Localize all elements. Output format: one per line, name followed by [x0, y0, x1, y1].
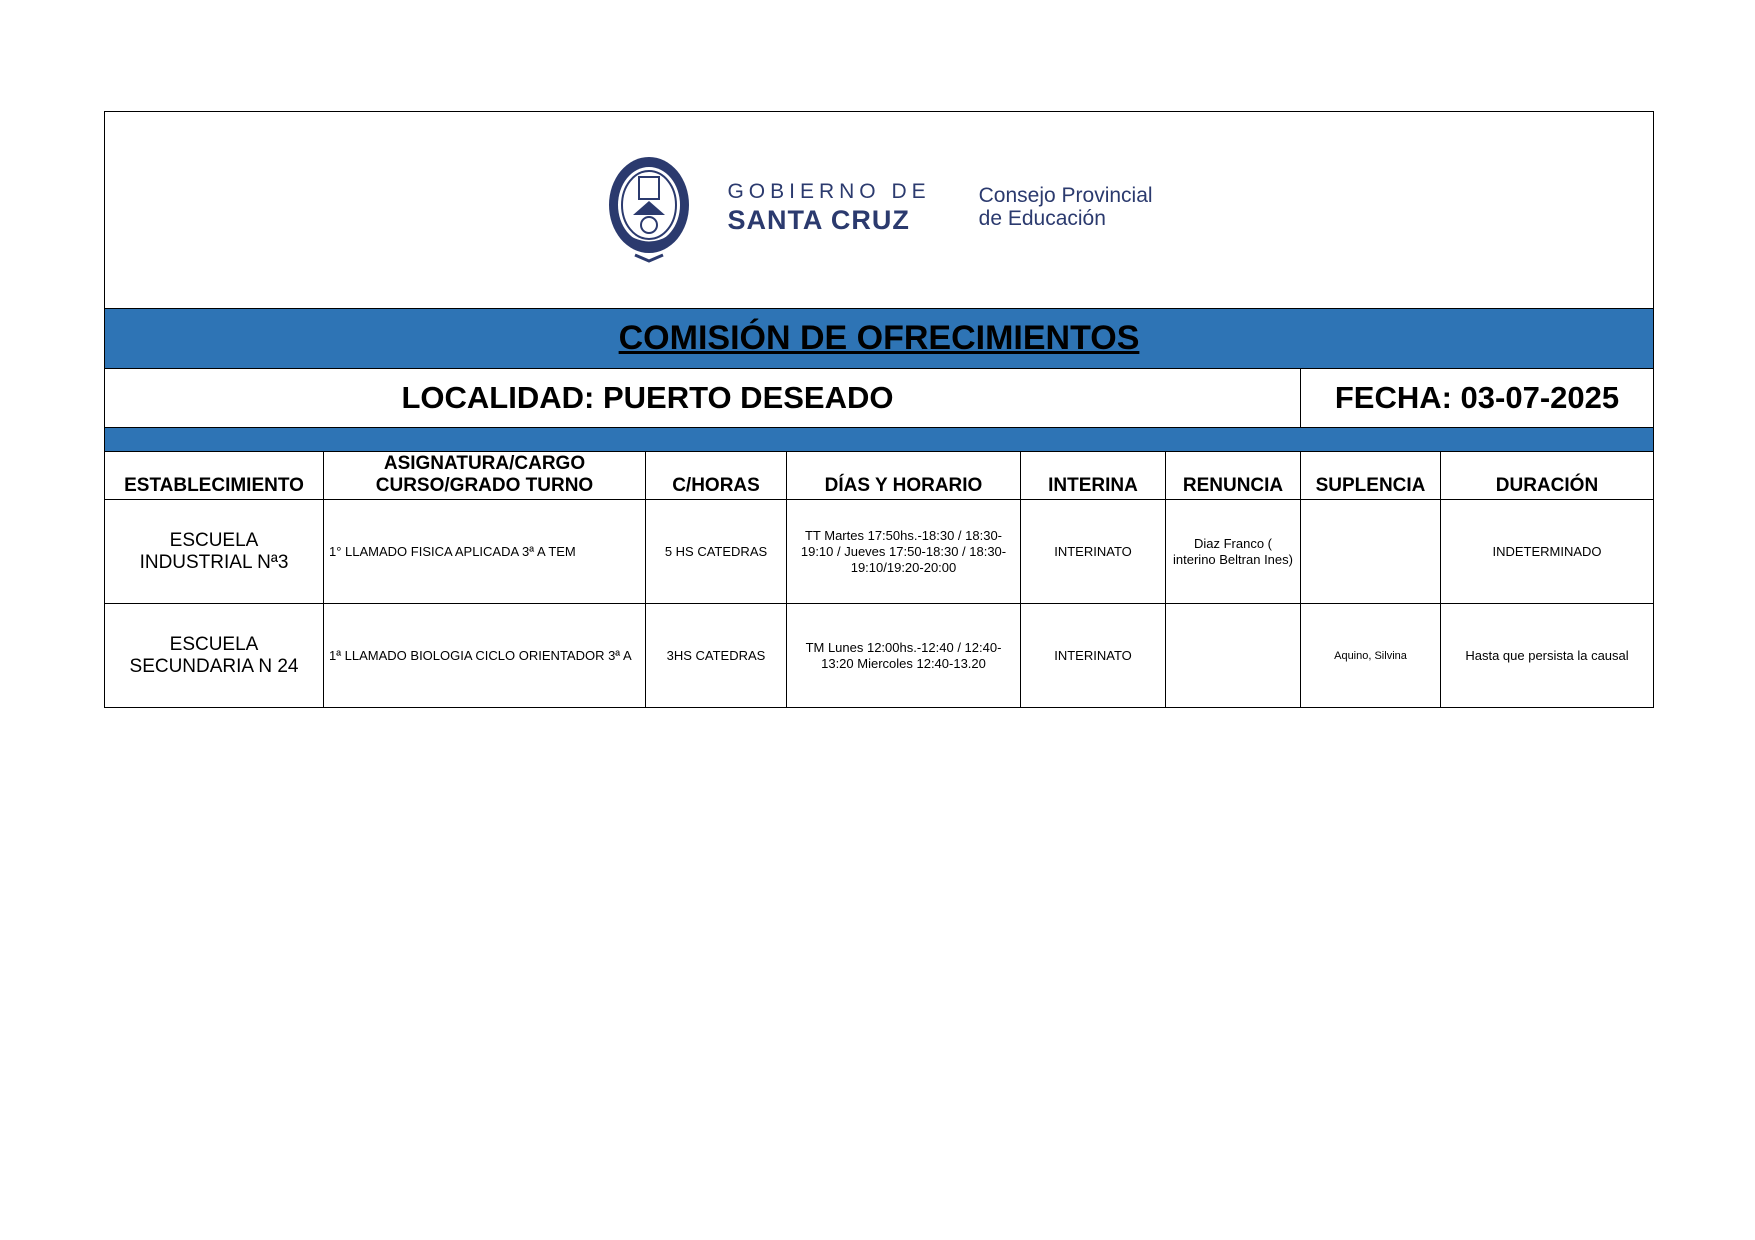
brand-line-2: SANTA CRUZ: [727, 205, 910, 235]
title-cell: [105, 309, 1654, 369]
cell-duracion: Hasta que persista la causal: [1441, 604, 1654, 708]
cell-establecimiento: [105, 500, 324, 604]
cell-renuncia: [1166, 500, 1301, 604]
title-row: [105, 309, 1654, 369]
dias-line-2: 19:10 / Jueves 17:50-18:30 / 18:30-: [800, 543, 1007, 559]
header-horas: C/HORAS: [646, 452, 787, 500]
cell-asignatura: 1° LLAMADO FISICA APLICADA 3ª A TEM: [324, 500, 646, 604]
government-logo: [605, 153, 1152, 263]
offers-table: [104, 111, 1654, 708]
council-line-2: de Educación: [978, 206, 1106, 230]
header-duracion: DURACIÓN: [1441, 452, 1654, 500]
header-suplencia: SUPLENCIA: [1301, 452, 1441, 500]
header-interina: INTERINA: [1021, 452, 1166, 500]
header-establecimiento: ESTABLECIMIENTO: [105, 452, 324, 500]
logo-cell: [105, 112, 1654, 309]
cell-establecimiento: [105, 604, 324, 708]
dias-line-1: TM Lunes 12:00hs.-12:40 / 12:40-: [805, 639, 1002, 655]
page-title: COMISIÓN DE OFRECIMIENTOS: [618, 319, 1140, 357]
cell-dias: [787, 500, 1021, 604]
localidad-label: LOCALIDAD: PUERTO DESEADO: [105, 369, 1301, 428]
cell-suplencia: [1301, 500, 1441, 604]
header-asignatura: [324, 452, 646, 500]
renuncia-line-1: Diaz Franco (: [1193, 535, 1273, 551]
cell-asignatura: 1ª LLAMADO BIOLOGIA CICLO ORIENTADOR 3ª A: [324, 604, 646, 708]
establecimiento-line-2: SECUNDARIA N 24: [129, 655, 299, 677]
cell-interina: INTERINATO: [1021, 500, 1166, 604]
table-row: [105, 500, 1654, 604]
cell-interina: INTERINATO: [1021, 604, 1166, 708]
cell-suplencia: Aquino, Silvina: [1301, 604, 1441, 708]
separator-strip: [105, 428, 1654, 452]
location-row: [105, 369, 1654, 428]
establecimiento-line-1: ESCUELA: [169, 633, 259, 655]
fecha-label: FECHA: 03-07-2025: [1301, 369, 1654, 428]
cell-renuncia: [1166, 604, 1301, 708]
brand-line-1: GOBIERNO DE: [727, 180, 931, 203]
dias-line-1: TT Martes 17:50hs.-18:30 / 18:30-: [804, 527, 1003, 543]
dias-line-2: 13:20 Miercoles 12:40-13.20: [821, 655, 986, 671]
header-dias: DÍAS Y HORARIO: [787, 452, 1021, 500]
cell-dias: [787, 604, 1021, 708]
council-line-1: Consejo Provincial: [978, 184, 1153, 208]
separator-cell: [105, 428, 1654, 452]
table-row: [105, 604, 1654, 708]
santa-cruz-crest-icon: [605, 153, 693, 263]
cell-horas: 5 HS CATEDRAS: [646, 500, 787, 604]
column-header-row: [105, 452, 1654, 500]
establecimiento-line-2: INDUSTRIAL Nª3: [139, 551, 289, 573]
government-name: [727, 181, 930, 234]
dias-line-3: 19:10/19:20-20:00: [850, 559, 957, 575]
council-name: [979, 185, 1153, 229]
establecimiento-line-1: ESCUELA: [169, 529, 259, 551]
header-asignatura-line-1: ASIGNATURA/CARGO: [383, 453, 586, 474]
logo-row: [105, 112, 1654, 309]
offer-sheet: [104, 111, 1653, 708]
cell-horas: 3HS CATEDRAS: [646, 604, 787, 708]
cell-duracion: INDETERMINADO: [1441, 500, 1654, 604]
renuncia-line-2: interino Beltran Ines): [1173, 551, 1293, 567]
header-renuncia: RENUNCIA: [1166, 452, 1301, 500]
header-asignatura-line-2: CURSO/GRADO TURNO: [375, 475, 594, 496]
